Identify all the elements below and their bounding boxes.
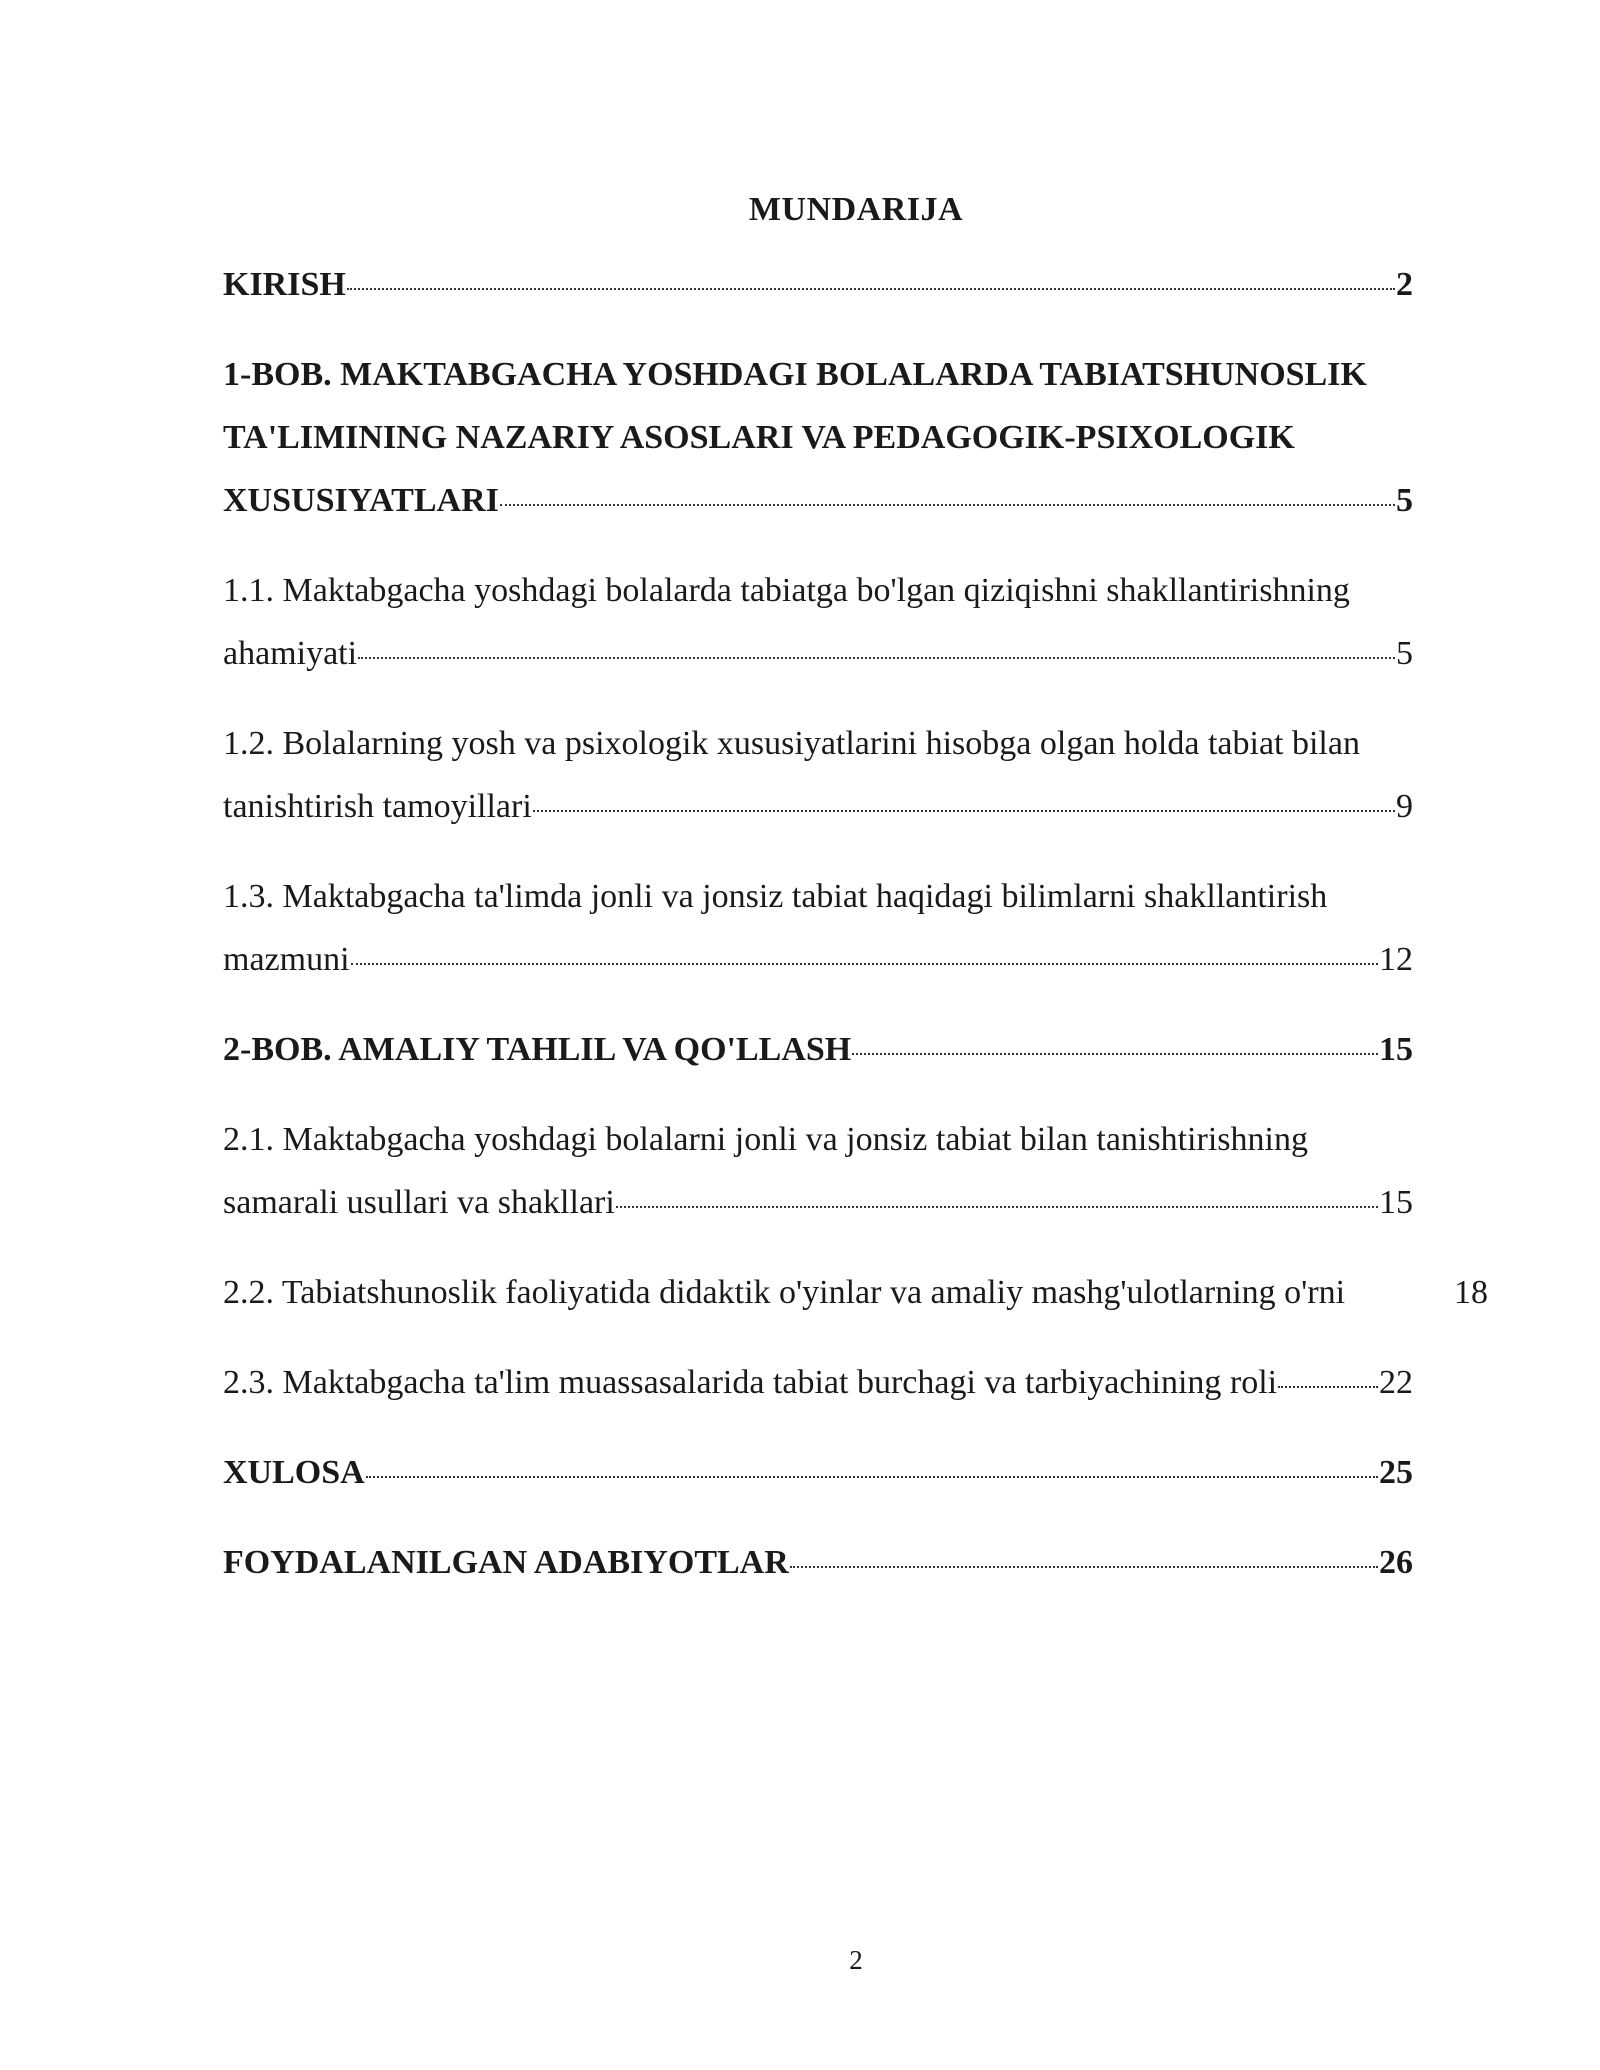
toc-entry-section-2-1[interactable] (223, 1108, 1413, 1234)
toc-entry-text: 2-BOB. AMALIY TAHLIL VA QO'LLASH (223, 1031, 852, 1068)
toc-page-number: 5 (1396, 635, 1413, 672)
toc-page-number: 18 (1454, 1274, 1488, 1311)
toc-entry-text: mazmuni (223, 941, 350, 978)
toc-entry-chapter-2[interactable] (223, 1018, 1413, 1081)
toc-entry-section-2-2[interactable] (223, 1261, 1488, 1324)
dot-leader (852, 1053, 1378, 1055)
toc-title: MUNDARIJA (748, 191, 964, 228)
dot-leader (351, 963, 1378, 965)
toc-entry-text: XUSUSIYATLARI (223, 482, 499, 519)
toc-entry-section-1-1[interactable] (223, 559, 1413, 685)
dot-leader (616, 1206, 1378, 1208)
toc-entry-text: samarali usullari va shakllari (223, 1184, 615, 1221)
dot-leader (347, 288, 1395, 290)
toc-page-number: 15 (1379, 1031, 1413, 1068)
dot-leader (790, 1566, 1378, 1568)
toc-entry-references[interactable] (223, 1531, 1413, 1594)
toc-entry-text: XULOSA (223, 1454, 365, 1491)
toc-page-number: 15 (1379, 1184, 1413, 1221)
toc-entry-text: FOYDALANILGAN ADABIYOTLAR (223, 1544, 789, 1581)
dot-leader (366, 1476, 1378, 1478)
toc-entry-section-1-3[interactable] (223, 865, 1413, 991)
toc-entry-chapter-1[interactable] (223, 343, 1413, 532)
toc-entry-line: 1.2. Bolalarning yosh va psixologik xususiyatlarini hisobga olgan holda tabiat bilan (223, 725, 1360, 762)
dot-leader (358, 657, 1395, 659)
footer-page-number: 2 (849, 1945, 863, 1975)
toc-entry-line: 2.1. Maktabgacha yoshdagi bolalarni jonli va jonsiz tabiat bilan tanishtirishning (223, 1121, 1308, 1158)
toc-entry-section-2-3[interactable] (223, 1351, 1413, 1414)
toc-page-number: 26 (1379, 1544, 1413, 1581)
toc-entry-section-1-2[interactable] (223, 712, 1413, 838)
toc-entry-text: ahamiyati (223, 635, 358, 672)
toc-entry-line: TA'LIMINING NAZARIY ASOSLARI VA PEDAGOGIK-PSIXOLOGIK (223, 419, 1295, 456)
toc-page-number: 5 (1396, 482, 1413, 519)
toc-entry-line: 1.1. Maktabgacha yoshdagi bolalarda tabiatga bo'lgan qiziqishni shakllantirishning (223, 572, 1350, 609)
toc-entry-line: 1.3. Maktabgacha ta'limda jonli va jonsiz tabiat haqidagi bilimlarni shakllantirish (223, 878, 1328, 915)
dot-leader (500, 504, 1395, 506)
dot-leader (533, 810, 1395, 812)
toc-entry-kirish[interactable] (223, 253, 1413, 316)
toc-page-number: 25 (1379, 1454, 1413, 1491)
toc-entry-line: 1-BOB. MAKTABGACHA YOSHDAGI BOLALARDA TABIATSHUNOSLIK (223, 356, 1367, 393)
toc-page-number: 9 (1396, 788, 1413, 825)
toc-entry-xulosa[interactable] (223, 1441, 1413, 1504)
toc-entry-text: tanishtirish tamoyillari (223, 788, 532, 825)
dot-leader (1278, 1386, 1378, 1388)
toc-entry-text: KIRISH (223, 266, 346, 303)
toc-page-number: 12 (1379, 941, 1413, 978)
toc-page-number: 2 (1396, 266, 1413, 303)
toc-entry-text: 2.2. Tabiatshunoslik faoliyatida didaktik o'yinlar va amaliy mashg'ulotlarning o'rni (223, 1274, 1346, 1311)
toc-entry-text: 2.3. Maktabgacha ta'lim muassasalarida tabiat burchagi va tarbiyachining roli (223, 1364, 1278, 1401)
toc-page-number: 22 (1379, 1364, 1413, 1401)
